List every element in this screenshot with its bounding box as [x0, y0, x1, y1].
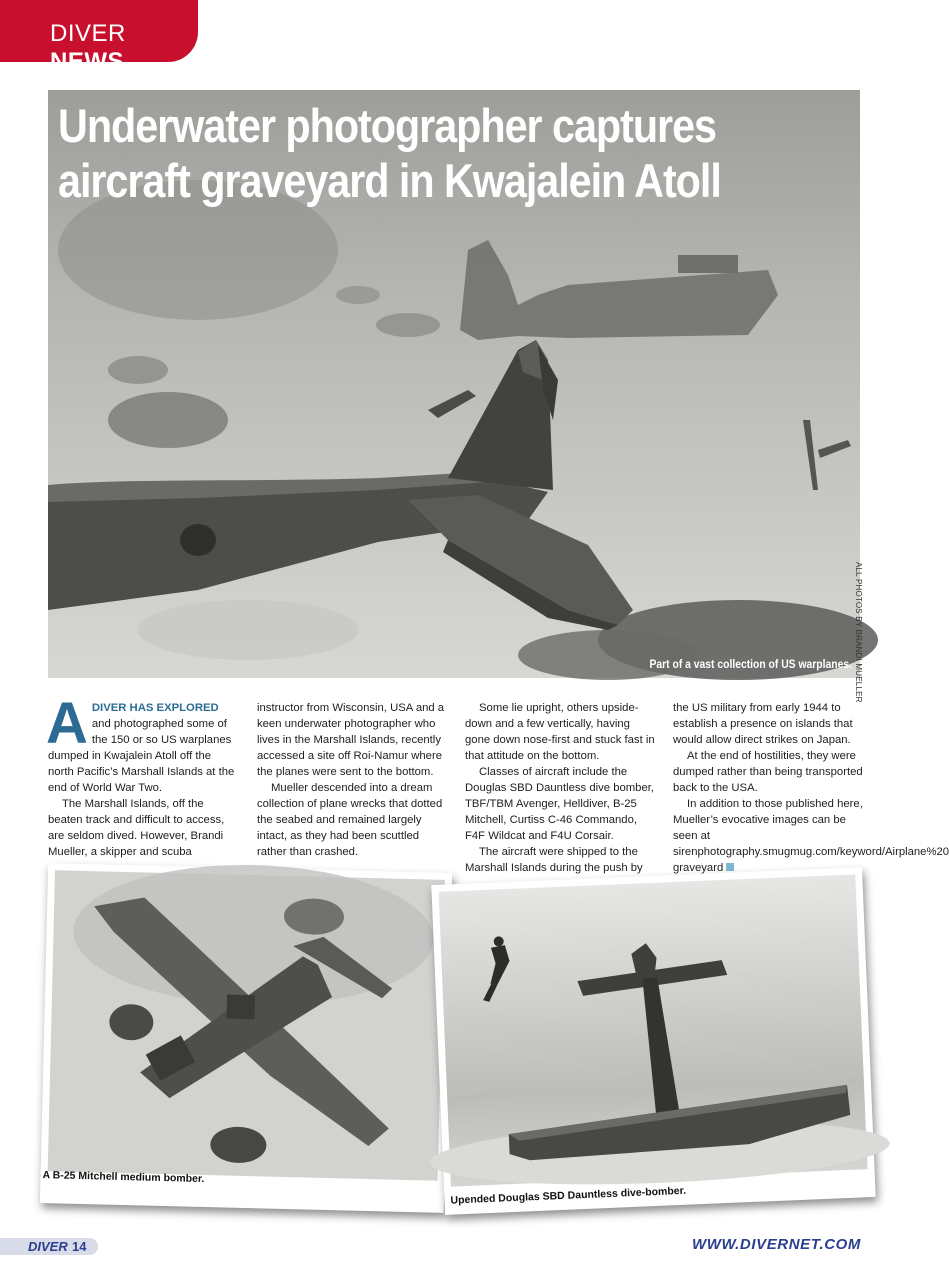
paragraph: Some lie upright, others upside-down and a few vertically, having gone down nose-first and stuck fast in that attitude on the bottom.	[465, 702, 655, 762]
column-3	[465, 700, 655, 876]
footer-left	[0, 1238, 110, 1255]
paragraph: The aircraft were shipped to the Marshall Islands during the push by	[465, 846, 643, 874]
headline: Underwater photographer captures aircraft graveyard in Kwajalein Atoll	[58, 99, 721, 207]
section-tab	[0, 0, 198, 75]
article-body	[46, 691, 949, 875]
column-2	[257, 700, 447, 860]
paragraph-text: In addition to those published here, Mueller’s evocative images can be seen at sirenphotography.smugmug.com/keyword/Airplane%20 graveyard	[673, 798, 949, 874]
sbd-illustration	[439, 874, 868, 1186]
hero-photo	[48, 90, 860, 678]
photo-sbd	[431, 867, 875, 1215]
hero-caption: Part of a vast collection of US warplanes.	[649, 659, 852, 671]
footer-logo: DIVER	[28, 1239, 68, 1254]
section-label	[50, 20, 198, 76]
paragraph-text: and photographed some of the 150 or so US warplanes dumped in Kwajalein Atoll off the north Pacific’s Marshall Islands at the end of World War Two.	[48, 718, 235, 794]
paragraph: instructor from Wisconsin, USA and a keen underwater photographer who lives in the Marshall Islands, recently accessed a site off Roi-Namur where the planes were sent to the bottom.	[257, 702, 445, 778]
paragraph: At the end of hostilities, they were dumped rather than being transported back to the USA.	[673, 750, 863, 794]
end-mark-icon	[726, 863, 734, 871]
b25-caption: A B-25 Mitchell medium bomber.	[42, 1169, 205, 1186]
paragraph: Classes of aircraft include the Douglas SBD Dauntless dive bomber, TBF/TBM Avenger, Helldiver, B-25 Mitchell, Curtiss C-46 Commando, F4F Wildcat and F4U Corsair.	[465, 766, 655, 842]
section-name: NEWS	[50, 48, 124, 75]
footer-url[interactable]: WWW.DIVERNET.COM	[691, 1236, 861, 1253]
section-prefix: DIVER	[50, 20, 126, 47]
paragraph	[46, 691, 238, 796]
drop-cap: A	[46, 691, 88, 756]
b25-image	[48, 870, 445, 1180]
sbd-caption: Upended Douglas SBD Dauntless dive-bomber.	[450, 1184, 687, 1207]
sbd-image	[439, 874, 868, 1186]
photo-credit: ALL PHOTOS BY BRANDI MUELLER	[854, 562, 863, 703]
paragraph: Mueller descended into a dream collection of plane wrecks that dotted the seabed and remained largely intact, as they had been scuttled rather than crashed.	[257, 782, 443, 858]
paragraph	[673, 796, 949, 876]
paragraph: the US military from early 1944 to establish a presence on islands that would allow direct strikes on Japan.	[673, 702, 853, 746]
column-1	[46, 691, 238, 860]
page-number: 14	[72, 1239, 87, 1254]
photo-b25	[40, 863, 452, 1213]
paragraph: The Marshall Islands, off the beaten track and difficult to access, are seldom dived. However, Brandi Mueller, a skipper and scuba	[48, 798, 225, 858]
lead-in: DIVER HAS EXPLORED	[91, 702, 219, 714]
column-4	[673, 700, 949, 876]
b25-illustration	[48, 870, 445, 1180]
